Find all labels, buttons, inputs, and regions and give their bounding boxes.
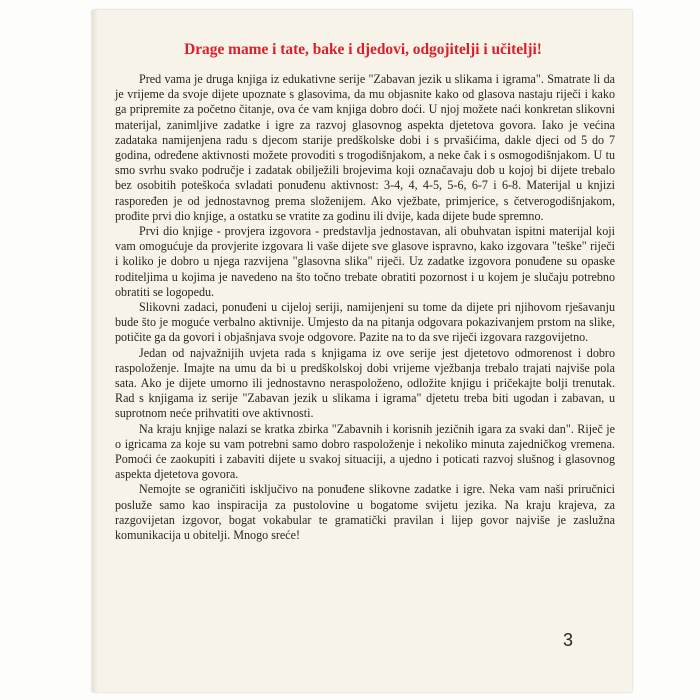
page-number: 3 bbox=[563, 630, 574, 650]
paragraph-pronunciation-check: Prvi dio knjige - provjera izgovora - predstavlja jednostavan, ali obuhvatan ispitni materijal koji vam omogućuje da provjerite izgovara li vaše dijete sve glasove ispravno, kako izgovara "teške" riječi i koliko je dobro u njega razvijena "glasovna slika" riječi. Uz zadatke izgovora ponuđene su opaske roditeljima u kojima je navedeno na što točno trebate obratiti pozornost i u kojem je slučaju potrebno obratiti se logopedu. bbox=[115, 224, 615, 299]
page-title: Drage mame i tate, bake i djedovi, odgojitelji i učitelji! bbox=[184, 41, 542, 58]
paragraph-work-conditions: Jedan od najvažnijih uvjeta rada s knjigama iz ove serije jest djetetovo odmorenost i dobro raspoloženje. Imajte na umu da bi u predškolskoj dobi vrijeme vježbanja trebalo trajati najviše pola sata. Ako je dijete umorno ili jednostavno neraspoloženo, odložite knjigu i pričekajte bolji trenutak. Rad s knjigama iz serije "Zabavan jezik u slikama i igrama" djetetu treba biti ugodan i zabavan, u suprotnom neće prihvatiti ove aktivnosti. bbox=[115, 345, 615, 421]
paragraph-closing: Nemojte se ograničiti isključivo na ponuđene slikovne zadatke i igre. Neka vam naši priručnici posluže samo kao inspiracija za pustolovine u bogatome svijetu jezika. Na kraju krajeva, za razgovijetan izgovor, bogat vokabular te gramatički pravilan i lijep govor najviše je zaslužna komunikacija u obitelji. Mnogo sreće! bbox=[115, 482, 615, 543]
paragraph-intro: Pred vama je druga knjiga iz edukativne serije "Zabavan jezik u slikama i igrama". Smatrate li da je vrijeme da svoje dijete upoznate s glasovima, da mu objasnite kako od glasova nastaju riječi i kako ga pripremite za početno čitanje, ova će vam knjiga dobro doći. U njoj možete naći konkretan slikovni materijal, zanimljive zadatke i igre za razvoj glasovnog aspekta djetetova govora. Iako je većina zadataka namijenjena radu s djecom starije predškolske dobi i s prvašićima, dakle djeci od 5 do 7 godina, određene aktivnosti možete provoditi s trogodišnjakom, a neke čak i s osmogodišnjakom. U tu smo svrhu svako područje i zadatak obilježili brojevima koji označavaju dob u kojoj bi dijete trebalo bez osobitih poteškoća svladati ponuđenu aktivnost: 3-4, 4, 4-5, 5-6, 6-7 i 6-8. Materijal u knjizi raspoređen je od jednostavnog prema složenijem. Ako vježbate, primjerice, s četverogodišnjakom, prođite prvi dio knjige, a ostatku se vratite za godinu ili dvije, kada dijete bude spremno. bbox=[115, 72, 615, 223]
paragraph-language-games: Na kraju knjige nalazi se kratka zbirka "Zabavnih i korisnih jezičnih igara za svaki dan". Riječ je o igricama za koje su vam potrebni samo dobro raspoloženje i nekoliko minuta zajedničkog vremena. Pomoći će zaokupiti i zabaviti dijete u svakoj situaciji, a ujedno i poticati razvoj slušnog i glasovnog aspekta djetetova govora. bbox=[115, 421, 615, 482]
body-text bbox=[115, 72, 615, 543]
page-binding-edge bbox=[92, 10, 98, 692]
paragraph-picture-tasks: Slikovni zadaci, ponuđeni u cijeloj seriji, namijenjeni su tome da dijete pri njihovom rješavanju bude što je moguće verbalno aktivnije. Umjesto da na pitanja odgovara pokazivanjem prstom na slike, potičite ga da govori i objašnjava svoje odgovore. Pazite na to da sve riječi izgovara razgovijetno. bbox=[115, 300, 615, 345]
